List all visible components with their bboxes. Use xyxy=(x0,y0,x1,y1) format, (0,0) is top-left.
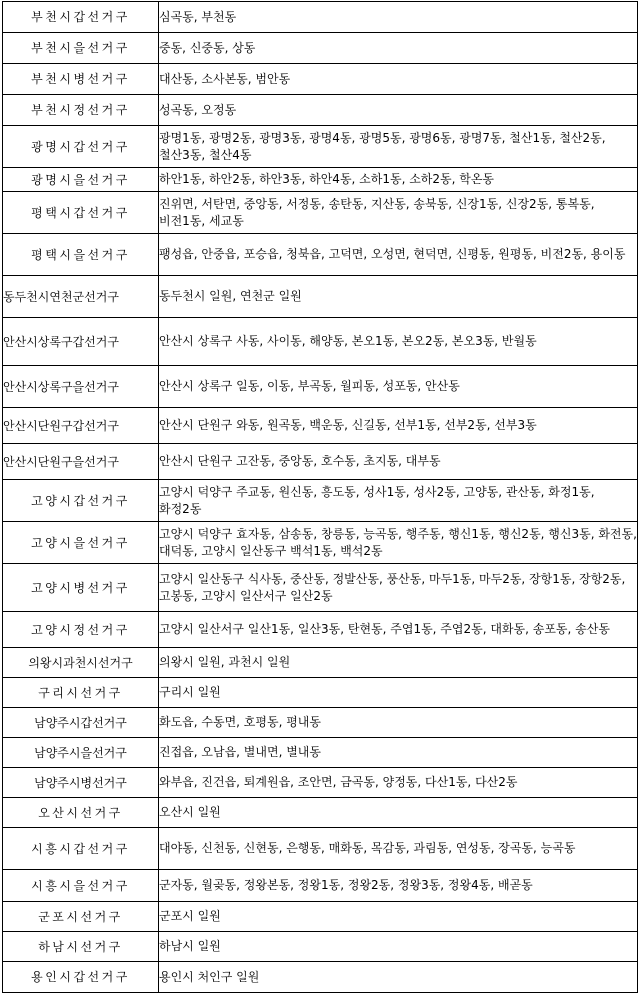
table-row xyxy=(3,522,638,564)
district-areas-cell: 팽성읍, 안중읍, 포승읍, 청북읍, 고덕면, 오성면, 현덕면, 신평동, 원평동, 비전2동, 용이동 xyxy=(159,234,638,276)
district-areas-cell: 고양시 덕양구 주교동, 원신동, 흥도동, 성사1동, 성사2동, 고양동, 관산동, 화정1동, 화정2동 xyxy=(159,480,638,522)
district-areas-cell: 대야동, 신천동, 신현동, 은행동, 매화동, 목감동, 과림동, 연성동, 장곡동, 능곡동 xyxy=(159,828,638,870)
district-areas-cell: 고양시 덕양구 효자동, 삼송동, 창릉동, 능곡동, 행주동, 행신1동, 행신2동, 행신3동, 화전동, 대덕동, 고양시 일산동구 백석1동, 백석2동 xyxy=(159,522,638,564)
table-row xyxy=(3,276,638,318)
district-name-cell: 고양시을선거구 xyxy=(3,522,159,564)
table-row xyxy=(3,318,638,366)
district-areas-cell: 진접읍, 오남읍, 별내면, 별내동 xyxy=(159,738,638,768)
table-row xyxy=(3,192,638,234)
district-name-cell: 시흥시을선거구 xyxy=(3,870,159,902)
district-areas-cell: 중동, 신중동, 상동 xyxy=(159,33,638,64)
district-areas-cell: 심곡동, 부천동 xyxy=(159,2,638,33)
district-name-cell: 고양시정선거구 xyxy=(3,612,159,648)
table-body xyxy=(3,2,638,993)
district-areas-cell: 안산시 상록구 사동, 사이동, 해양동, 본오1동, 본오2동, 본오3동, 반월동 xyxy=(159,318,638,366)
district-table xyxy=(2,1,638,993)
district-name-cell: 군포시선거구 xyxy=(3,902,159,932)
district-name-cell: 용인시갑선거구 xyxy=(3,962,159,993)
table-row xyxy=(3,798,638,828)
district-name-cell: 구리시선거구 xyxy=(3,678,159,708)
district-areas-cell: 용인시 처인구 일원 xyxy=(159,962,638,993)
district-areas-cell: 안산시 단원구 고잔동, 중앙동, 호수동, 초지동, 대부동 xyxy=(159,444,638,480)
district-name-cell: 하남시선거구 xyxy=(3,932,159,962)
district-name-cell: 고양시갑선거구 xyxy=(3,480,159,522)
district-areas-cell: 동두천시 일원, 연천군 일원 xyxy=(159,276,638,318)
table-row xyxy=(3,932,638,962)
district-areas-cell: 와부읍, 진건읍, 퇴계원읍, 조안면, 금곡동, 양정동, 다산1동, 다산2동 xyxy=(159,768,638,798)
table-row xyxy=(3,95,638,126)
table-row xyxy=(3,648,638,678)
district-name-cell: 동두천시연천군선거구 xyxy=(3,276,159,318)
table-row xyxy=(3,612,638,648)
district-name-cell: 부천시병선거구 xyxy=(3,64,159,95)
district-areas-cell: 오산시 일원 xyxy=(159,798,638,828)
district-name-cell: 부천시갑선거구 xyxy=(3,2,159,33)
district-name-cell: 남양주시병선거구 xyxy=(3,768,159,798)
table-row xyxy=(3,962,638,993)
table-row xyxy=(3,2,638,33)
table-row xyxy=(3,870,638,902)
table-row xyxy=(3,64,638,95)
table-row xyxy=(3,564,638,612)
table-row xyxy=(3,444,638,480)
district-name-cell: 고양시병선거구 xyxy=(3,564,159,612)
district-areas-cell: 안산시 단원구 와동, 원곡동, 백운동, 신길동, 선부1동, 선부2동, 선부3동 xyxy=(159,408,638,444)
district-name-cell: 오산시선거구 xyxy=(3,798,159,828)
district-areas-cell: 하남시 일원 xyxy=(159,932,638,962)
district-name-cell: 안산시상록구갑선거구 xyxy=(3,318,159,366)
district-name-cell: 평택시을선거구 xyxy=(3,234,159,276)
district-name-cell: 의왕시과천시선거구 xyxy=(3,648,159,678)
district-areas-cell: 안산시 상록구 일동, 이동, 부곡동, 월피동, 성포동, 안산동 xyxy=(159,366,638,408)
district-areas-cell: 하안1동, 하안2동, 하안3동, 하안4동, 소하1동, 소하2동, 학온동 xyxy=(159,168,638,192)
district-areas-cell: 의왕시 일원, 과천시 일원 xyxy=(159,648,638,678)
district-name-cell: 평택시갑선거구 xyxy=(3,192,159,234)
district-areas-cell: 성곡동, 오정동 xyxy=(159,95,638,126)
district-areas-cell: 진위면, 서탄면, 중앙동, 서정동, 송탄동, 지산동, 송북동, 신장1동, 신장2동, 통복동, 비전1동, 세교동 xyxy=(159,192,638,234)
table-row xyxy=(3,126,638,168)
district-name-cell: 광명시갑선거구 xyxy=(3,126,159,168)
table-row xyxy=(3,480,638,522)
district-name-cell: 부천시을선거구 xyxy=(3,33,159,64)
district-areas-cell: 고양시 일산동구 식사동, 중산동, 정발산동, 풍산동, 마두1동, 마두2동, 장항1동, 장항2동, 고봉동, 고양시 일산서구 일산2동 xyxy=(159,564,638,612)
district-areas-cell: 고양시 일산서구 일산1동, 일산3동, 탄현동, 주엽1동, 주엽2동, 대화동, 송포동, 송산동 xyxy=(159,612,638,648)
district-name-cell: 부천시정선거구 xyxy=(3,95,159,126)
district-name-cell: 시흥시갑선거구 xyxy=(3,828,159,870)
table-row xyxy=(3,234,638,276)
district-areas-cell: 대산동, 소사본동, 범안동 xyxy=(159,64,638,95)
table-row xyxy=(3,408,638,444)
table-row xyxy=(3,168,638,192)
district-areas-cell: 광명1동, 광명2동, 광명3동, 광명4동, 광명5동, 광명6동, 광명7동, 철산1동, 철산2동, 철산3동, 철산4동 xyxy=(159,126,638,168)
table-row xyxy=(3,708,638,738)
district-name-cell: 안산시상록구을선거구 xyxy=(3,366,159,408)
district-areas-cell: 구리시 일원 xyxy=(159,678,638,708)
district-name-cell: 남양주시을선거구 xyxy=(3,738,159,768)
table-row xyxy=(3,678,638,708)
table-row xyxy=(3,738,638,768)
district-name-cell: 광명시을선거구 xyxy=(3,168,159,192)
table-row xyxy=(3,902,638,932)
table-row xyxy=(3,828,638,870)
district-areas-cell: 군자동, 월곶동, 정왕본동, 정왕1동, 정왕2동, 정왕3동, 정왕4동, 배곧동 xyxy=(159,870,638,902)
district-areas-cell: 군포시 일원 xyxy=(159,902,638,932)
district-areas-cell: 화도읍, 수동면, 호평동, 평내동 xyxy=(159,708,638,738)
table-row xyxy=(3,366,638,408)
district-name-cell: 남양주시갑선거구 xyxy=(3,708,159,738)
table-row xyxy=(3,33,638,64)
district-name-cell: 안산시단원구을선거구 xyxy=(3,444,159,480)
district-name-cell: 안산시단원구갑선거구 xyxy=(3,408,159,444)
table-row xyxy=(3,768,638,798)
